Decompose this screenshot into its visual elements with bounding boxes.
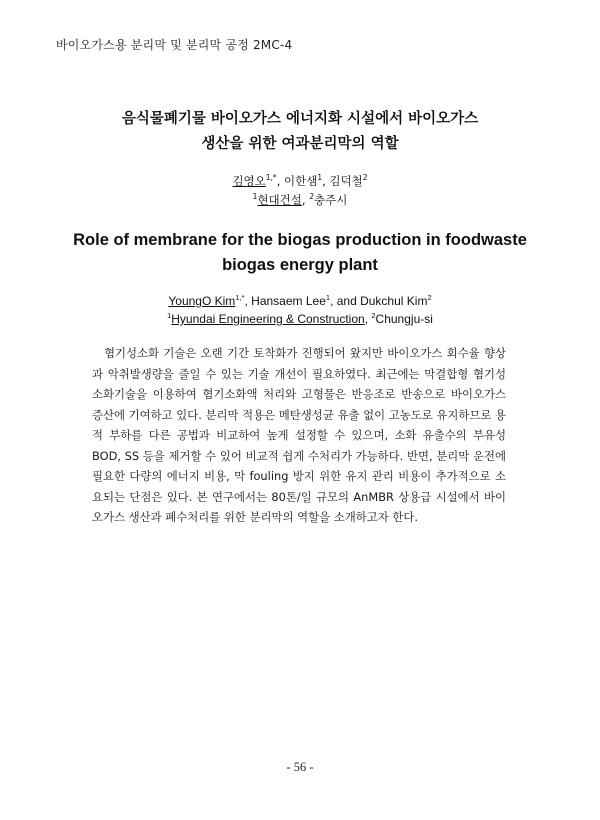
english-author-list: YoungO Kim$^{1,*}$, Hansaem Lee$^1$, and Dukchul Kim$^2$ [168, 293, 432, 308]
korean-title-line-2: 생산을 위한 여과분리막의 역할 [201, 136, 399, 152]
abstract-text: 혐기성소화 기술은 오랜 기간 토착화가 진행되어 왔지만 바이오가스 회수율 향상과 악취발생량을 줄일 수 있는 기술 개선이 필요하였다. 최근에는 막결합형 혐기성 소화기술을 이용하여 혐기소화액 처리와 고형물은 반응조로 반송으로 바이오가스 증산에 기여하고 있다. 분리막 적용은 메탄생성균 유출 없이 고농도로 유지하므로 용적 부하를 다른 공법과 비교하여 높게 설정할 수 있으며, 소화 유출수의 부유성 BOD, SS 등을 제거할 수 있어 비교적 쉽게 수처리가 가능하다. 반면, 분리막 운전에 필요한 다량의 에너지 비용, 막 fouling 방지 위한 유지 관리 비용이 추가적으로 소요되는 단점은 있다. 본 연구에서는 80톤/일 규모의 AnMBR 상용급 시설에서 바이오가스 생산과 폐수처리를 위한 분리막의 역할을 소개하고자 한다. [92, 346, 506, 524]
english-aff-2-sup: 2 [371, 311, 376, 320]
english-author-conjunction: , and [330, 294, 361, 308]
korean-author-2-sup: 1 [317, 173, 323, 183]
abstract-paragraph [92, 343, 506, 528]
english-authors-block [0, 292, 600, 328]
english-author-3-sup: 2 [427, 293, 432, 302]
korean-author-1: 김영오 [232, 174, 266, 188]
korean-affiliations: $^1$현대건설, $^2$충주시 [252, 192, 348, 207]
english-title [0, 228, 600, 278]
korean-title [0, 107, 600, 157]
english-title-line-2: biogas energy plant [222, 256, 378, 274]
english-author-1: YoungO Kim [168, 294, 236, 308]
english-author-1-sup: 1,* [235, 293, 245, 302]
korean-authors-block [0, 172, 600, 210]
english-affiliation-2: Chungju-si [375, 312, 433, 326]
korean-affiliation-2: 충주시 [313, 193, 348, 207]
korean-author-3-sup: 2 [362, 173, 368, 183]
english-author-3: Dukchul Kim [360, 294, 428, 308]
english-author-2: Hansaem Lee [251, 294, 326, 308]
english-affiliation-1: Hyundai Engineering & Construction [171, 312, 365, 326]
page-number: - 56 - [286, 760, 314, 774]
running-header: 바이오가스용 분리막 및 분리막 공정 2MC-4 [56, 38, 293, 52]
english-affiliations: $^1$Hyundai Engineering & Construction, $^2$Chungju-si [167, 311, 433, 326]
english-title-line-1: Role of membrane for the biogas production in foodwaste [73, 231, 527, 249]
korean-author-3: 김덕철 [329, 174, 363, 188]
korean-aff-2-sup: 2 [309, 192, 314, 202]
korean-author-list: 김영오$^{1,*}$, 이한샘$^1$, 김덕철$^2$ [232, 173, 368, 188]
korean-author-2: 이한샘 [284, 174, 318, 188]
korean-author-1-sup: 1,* [265, 173, 277, 183]
english-author-2-sup: 1 [325, 293, 331, 302]
korean-title-line-1: 음식물폐기물 바이오가스 에너지화 시설에서 바이오가스 [121, 111, 479, 127]
korean-aff-1-sup: 1 [252, 192, 258, 202]
english-aff-1-sup: 1 [167, 311, 172, 320]
korean-affiliation-1: 현대건설 [257, 193, 302, 207]
